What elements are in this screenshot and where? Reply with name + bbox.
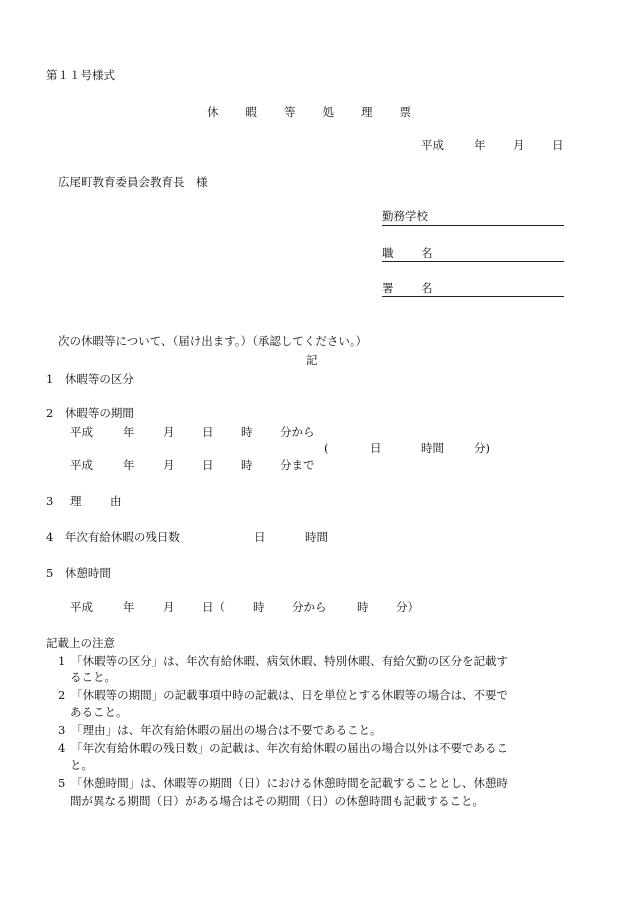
note-line: あること。 <box>70 705 128 719</box>
form-number: 第１１号様式 <box>46 68 115 82</box>
period-to-month: 月 <box>163 458 175 472</box>
name-underline <box>382 296 564 297</box>
item-4-day: 日 <box>254 530 266 544</box>
addressee: 広尾町教育委員会教育長 様 <box>58 175 208 189</box>
period-to-minute: 分まで <box>280 458 315 472</box>
item-5-heading: 5 休憩時間 <box>46 566 111 580</box>
notes-heading: 記載上の注意 <box>46 636 115 650</box>
title-char: 暇 <box>245 105 257 119</box>
position-underline <box>382 261 564 262</box>
position-label-1: 職 <box>382 246 394 260</box>
title-char: 票 <box>399 105 411 119</box>
intro-text: 次の休暇等について、（届け出ます。）（承認してください。） <box>58 334 368 348</box>
name-label-1: 署 <box>382 281 394 295</box>
title-char: 理 <box>361 105 373 119</box>
note-line: 1 「休暇等の区分」は、年次有給休暇、病気休暇、特別休暇、有給欠勤の区分を記載す <box>58 654 509 668</box>
note-line: 2 「休暇等の期間」の記載事項中時の記載は、日を単位とする休暇等の場合は、不要で <box>58 688 509 702</box>
item-3-char-2: 由 <box>110 494 122 508</box>
period-from-year: 年 <box>123 425 135 439</box>
item-4-heading: 4 年次有給休暇の残日数 <box>46 530 180 544</box>
break-month: 月 <box>163 600 175 614</box>
item-3-number: 3 <box>46 494 54 508</box>
note-line: ること。 <box>70 670 116 684</box>
period-to-hour: 時 <box>241 458 253 472</box>
note-line: と。 <box>70 758 93 772</box>
break-year: 年 <box>123 600 135 614</box>
date-month: 月 <box>513 138 525 152</box>
period-from-era: 平成 <box>70 425 93 439</box>
period-from-month: 月 <box>163 425 175 439</box>
period-total-day: 日 <box>370 441 382 455</box>
document-title <box>207 104 411 120</box>
item-1-heading: 1 休暇等の区分 <box>46 372 134 386</box>
date-year: 年 <box>474 138 486 152</box>
break-era: 平成 <box>70 600 93 614</box>
name-label-2: 名 <box>421 281 433 295</box>
item-4-hour: 時間 <box>305 530 328 544</box>
note-line: 3 「理由」は、年次有給休暇の届出の場合は不要であること。 <box>58 723 382 737</box>
note-line: 間が異なる期間（日）がある場合はその期間（日）の休憩時間も記載すること。 <box>70 794 484 808</box>
ki-mark: 記 <box>306 353 318 367</box>
period-from-minute: 分から <box>280 425 315 439</box>
period-from-day: 日 <box>202 425 214 439</box>
school-underline <box>382 225 564 226</box>
break-from-minute: 分から <box>292 600 327 614</box>
period-to-era: 平成 <box>70 458 93 472</box>
school-label: 勤務学校 <box>382 209 428 223</box>
date-day: 日 <box>552 138 564 152</box>
period-to-day: 日 <box>202 458 214 472</box>
period-total-minutes: 分) <box>474 441 490 455</box>
period-to-year: 年 <box>123 458 135 472</box>
item-2-heading: 2 休暇等の期間 <box>46 406 134 420</box>
period-total-hours: 時間 <box>421 441 444 455</box>
date-era: 平成 <box>421 138 444 152</box>
item-3-char-1: 理 <box>70 494 82 508</box>
position-label-2: 名 <box>421 246 433 260</box>
break-day: 日（ <box>202 600 225 614</box>
period-from-hour: 時 <box>241 425 253 439</box>
title-char: 休 <box>207 105 219 119</box>
break-to-hour: 時 <box>357 600 369 614</box>
break-from-hour: 時 <box>253 600 265 614</box>
title-char: 等 <box>284 105 296 119</box>
note-line: 4 「年次有給休暇の残日数」の記載は、年次有給休暇の届出の場合以外は不要であるこ <box>58 741 509 755</box>
period-total-open: ( <box>324 441 329 455</box>
title-char: 処 <box>322 105 334 119</box>
break-to-minute: 分） <box>396 600 419 614</box>
note-line: 5 「休憩時間」は、休暇等の期間（日）における休憩時間を記載することとし、休憩時 <box>58 776 509 790</box>
